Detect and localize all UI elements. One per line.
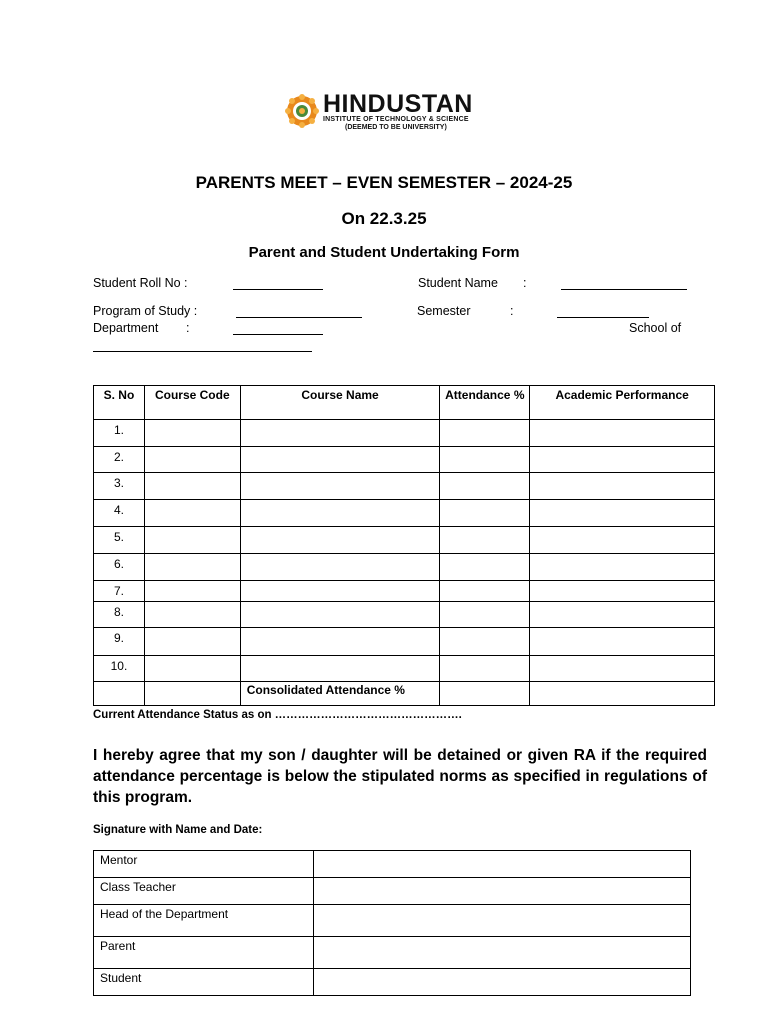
attendance-cell[interactable]: [440, 527, 530, 554]
signature-role: Class Teacher: [94, 878, 314, 905]
attendance-cell[interactable]: [440, 447, 530, 473]
col-course-code: Course Code: [144, 386, 240, 420]
course-name-cell[interactable]: [240, 628, 440, 656]
signature-table: [93, 850, 691, 996]
semester-colon: :: [510, 304, 514, 318]
table-row: [94, 628, 715, 656]
signature-cell[interactable]: [313, 851, 690, 878]
attendance-cell[interactable]: [440, 420, 530, 447]
row-sno: 1.: [94, 420, 145, 447]
attendance-cell[interactable]: [440, 602, 530, 628]
logo-tagline: (DEEMED TO BE UNIVERSITY): [345, 124, 447, 131]
row-sno: 10.: [94, 656, 145, 682]
performance-cell[interactable]: [530, 554, 715, 581]
attendance-cell[interactable]: [440, 500, 530, 527]
attendance-cell[interactable]: [440, 473, 530, 500]
course-code-cell[interactable]: [144, 581, 240, 602]
course-code-cell[interactable]: [144, 656, 240, 682]
logo-subtitle: INSTITUTE OF TECHNOLOGY & SCIENCE: [323, 116, 469, 123]
attendance-cell[interactable]: [440, 628, 530, 656]
empty-cell: [530, 682, 715, 706]
performance-cell[interactable]: [530, 628, 715, 656]
course-code-cell[interactable]: [144, 473, 240, 500]
roll-input-line[interactable]: [233, 289, 323, 290]
name-colon: :: [523, 276, 527, 290]
consolidated-row: [94, 682, 715, 706]
course-code-cell[interactable]: [144, 628, 240, 656]
table-row: [94, 500, 715, 527]
course-name-cell[interactable]: [240, 656, 440, 682]
signature-row: [94, 851, 691, 878]
performance-cell[interactable]: [530, 473, 715, 500]
table-row: [94, 581, 715, 602]
course-name-cell[interactable]: [240, 527, 440, 554]
row-sno: 9.: [94, 628, 145, 656]
roll-label: Student Roll No :: [93, 276, 188, 290]
name-label: Student Name: [418, 276, 498, 290]
program-input-line[interactable]: [236, 317, 362, 318]
logo-name: HINDUSTAN: [323, 90, 473, 118]
form-title: Parent and Student Undertaking Form: [248, 244, 520, 261]
agreement-text: I hereby agree that my son / daughter will be detained or given RA if the required attendance percentage is below the stipulated norms as specified in regulations of this program.: [93, 747, 707, 806]
institution-logo: [285, 90, 500, 132]
performance-cell[interactable]: [530, 581, 715, 602]
course-name-cell[interactable]: [240, 473, 440, 500]
school-input-line[interactable]: [93, 351, 312, 352]
empty-cell: [94, 682, 145, 706]
signature-row: [94, 969, 691, 996]
signature-cell[interactable]: [313, 937, 690, 969]
table-row: [94, 656, 715, 682]
meeting-date: On 22.3.25: [341, 209, 427, 228]
semester-input-line[interactable]: [557, 317, 649, 318]
performance-cell[interactable]: [530, 656, 715, 682]
row-sno: 5.: [94, 527, 145, 554]
attendance-cell[interactable]: [440, 656, 530, 682]
page-title: PARENTS MEET – EVEN SEMESTER – 2024-25: [195, 173, 573, 192]
course-code-cell[interactable]: [144, 554, 240, 581]
course-name-cell[interactable]: [240, 581, 440, 602]
table-row: [94, 420, 715, 447]
attendance-cell[interactable]: [440, 581, 530, 602]
col-sno: S. No: [94, 386, 145, 420]
table-row: [94, 447, 715, 473]
course-table-header: [94, 386, 715, 420]
school-label: School of: [629, 321, 682, 335]
attendance-cell[interactable]: [440, 554, 530, 581]
name-input-line[interactable]: [561, 289, 687, 290]
table-row: [94, 473, 715, 500]
signature-role: Parent: [94, 937, 314, 969]
table-row: [94, 554, 715, 581]
signature-role: Head of the Department: [94, 905, 314, 937]
performance-cell[interactable]: [530, 420, 715, 447]
attendance-status-line: Current Attendance Status as on ………………………………………….: [93, 709, 462, 721]
course-code-cell[interactable]: [144, 420, 240, 447]
course-code-cell[interactable]: [144, 500, 240, 527]
course-table: [93, 385, 715, 706]
course-name-cell[interactable]: [240, 500, 440, 527]
table-row: [94, 527, 715, 554]
department-colon: :: [186, 321, 190, 335]
consolidated-label: Consolidated Attendance %: [240, 682, 440, 706]
course-code-cell[interactable]: [144, 602, 240, 628]
course-code-cell[interactable]: [144, 447, 240, 473]
course-name-cell[interactable]: [240, 420, 440, 447]
consolidated-attendance-cell[interactable]: [440, 682, 530, 706]
col-academic-performance: Academic Performance: [530, 386, 715, 420]
performance-cell[interactable]: [530, 447, 715, 473]
performance-cell[interactable]: [530, 602, 715, 628]
performance-cell[interactable]: [530, 527, 715, 554]
row-sno: 3.: [94, 473, 145, 500]
row-sno: 7.: [94, 581, 145, 602]
signature-row: [94, 878, 691, 905]
signature-role: Mentor: [94, 851, 314, 878]
semester-label: Semester: [417, 304, 471, 318]
signature-cell[interactable]: [313, 878, 690, 905]
signature-row: [94, 905, 691, 937]
signature-heading: Signature with Name and Date:: [93, 824, 263, 836]
performance-cell[interactable]: [530, 500, 715, 527]
signature-cell[interactable]: [313, 905, 690, 937]
col-attendance: Attendance %: [440, 386, 530, 420]
empty-cell: [144, 682, 240, 706]
course-name-cell[interactable]: [240, 554, 440, 581]
row-sno: 2.: [94, 447, 145, 473]
table-row: [94, 602, 715, 628]
course-name-cell[interactable]: [240, 447, 440, 473]
signature-cell[interactable]: [313, 969, 690, 996]
emblem-icon: [285, 94, 319, 128]
program-label: Program of Study :: [93, 304, 198, 318]
signature-role: Student: [94, 969, 314, 996]
row-sno: 4.: [94, 500, 145, 527]
signature-row: [94, 937, 691, 969]
col-course-name: Course Name: [240, 386, 440, 420]
row-sno: 8.: [94, 602, 145, 628]
row-sno: 6.: [94, 554, 145, 581]
department-input-line[interactable]: [233, 334, 323, 335]
course-name-cell[interactable]: [240, 602, 440, 628]
course-code-cell[interactable]: [144, 527, 240, 554]
department-label: Department: [93, 321, 159, 335]
